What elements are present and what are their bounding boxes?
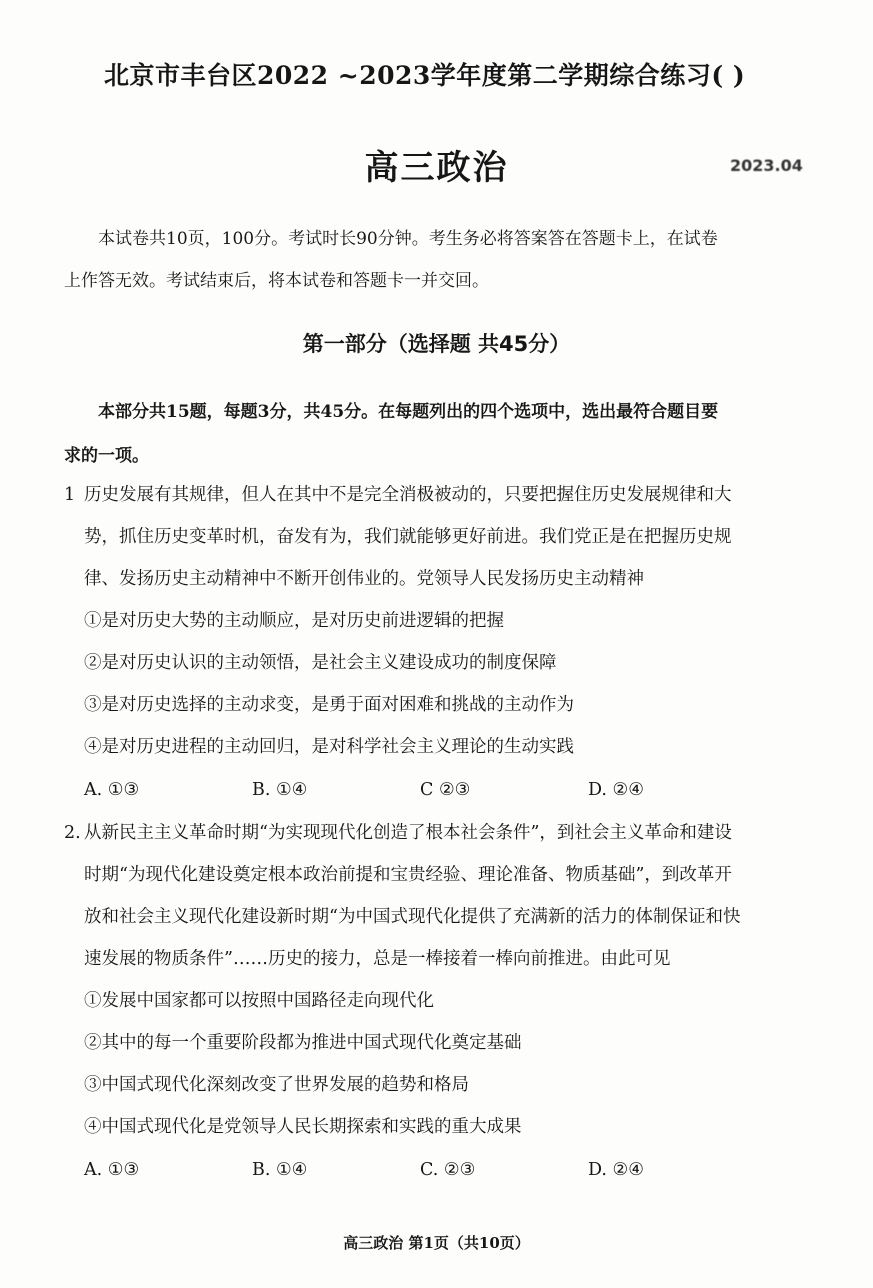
stem-line: 时期“为现代化建设奠定根本政治前提和宝贵经验、理论准备、物质基础”，到改革开 xyxy=(84,865,732,885)
question-number: 1 xyxy=(64,485,76,505)
exam-header-title: 北京市丰台区2022 ~2023学年度第二学期综合练习( ) xyxy=(104,61,746,90)
statement-3: ③中国式现代化深刻改变了世界发展的趋势和格局 xyxy=(84,1075,469,1095)
section-desc-line-2: 求的一项。 xyxy=(64,446,149,466)
instructions-line-1: 本试卷共10页，100分。考试时长90分钟。考生务必将答案答在答题卡上，在试卷 xyxy=(98,229,718,249)
statement-3: ③是对历史选择的主动求变，是勇于面对困难和挑战的主动作为 xyxy=(84,695,574,715)
stem-line: 放和社会主义现代化建设新时期“为中国式现代化提供了充满新的活力的体制保证和快 xyxy=(84,907,741,927)
exam-instructions xyxy=(64,218,718,302)
question-stem xyxy=(64,474,756,600)
statement-2: ②其中的每一个重要阶段都为推进中国式现代化奠定基础 xyxy=(84,1033,522,1053)
choice-a: A. ①③ xyxy=(84,1160,140,1180)
statement-1: ①发展中国家都可以按照中国路径走向现代化 xyxy=(84,991,434,1011)
question-1 xyxy=(64,474,756,812)
question-2 xyxy=(64,812,756,1192)
stem-line: 从新民主主义革命时期“为实现现代化创造了根本社会条件”，到社会主义革命和建设 xyxy=(84,823,732,843)
section-title: 第一部分（选择题 共45分） xyxy=(302,332,571,356)
statement-1: ①是对历史大势的主动顺应，是对历史前进逻辑的把握 xyxy=(84,611,504,631)
exam-date: 2023.04 xyxy=(730,156,803,175)
statement-4: ④中国式现代化是党领导人民长期探索和实践的重大成果 xyxy=(84,1117,522,1137)
stem-line: 历史发展有其规律，但人在其中不是完全消极被动的，只要把握住历史发展规律和大 xyxy=(84,485,732,505)
question-number: 2. xyxy=(64,823,81,843)
choice-d: D. ②④ xyxy=(588,1160,644,1180)
subject-title: 高三政治 xyxy=(364,148,509,188)
choice-c: C. ②③ xyxy=(420,1160,476,1180)
page-footer: 高三政治 第1页（共10页） xyxy=(343,1234,530,1252)
choice-b: B. ①④ xyxy=(252,1160,308,1180)
choice-a: A. ①③ xyxy=(84,780,140,800)
stem-line: 律、发扬历史主动精神中不断开创伟业的。党领导人民发扬历史主动精神 xyxy=(84,569,644,589)
choice-d: D. ②④ xyxy=(588,780,644,800)
choice-b: B. ①④ xyxy=(252,780,308,800)
stem-line: 速发展的物质条件”……历史的接力，总是一棒接着一棒向前推进。由此可见 xyxy=(84,949,671,969)
statement-4: ④是对历史进程的主动回归，是对科学社会主义理论的生动实践 xyxy=(84,737,574,757)
section-description xyxy=(64,390,719,478)
instructions-line-2: 上作答无效。考试结束后，将本试卷和答题卡一并交回。 xyxy=(64,271,489,291)
answer-choices xyxy=(64,1148,756,1192)
statement-2: ②是对历史认识的主动领悟，是社会主义建设成功的制度保障 xyxy=(84,653,557,673)
stem-line: 势，抓住历史变革时机，奋发有为，我们就能够更好前进。我们党正是在把握历史规 xyxy=(84,527,732,547)
question-stem xyxy=(64,812,756,980)
choice-c: C ②③ xyxy=(420,780,471,800)
answer-choices xyxy=(64,768,756,812)
section-desc-line-1: 本部分共15题，每题3分，共45分。在每题列出的四个选项中，选出最符合题目要 xyxy=(98,402,719,422)
